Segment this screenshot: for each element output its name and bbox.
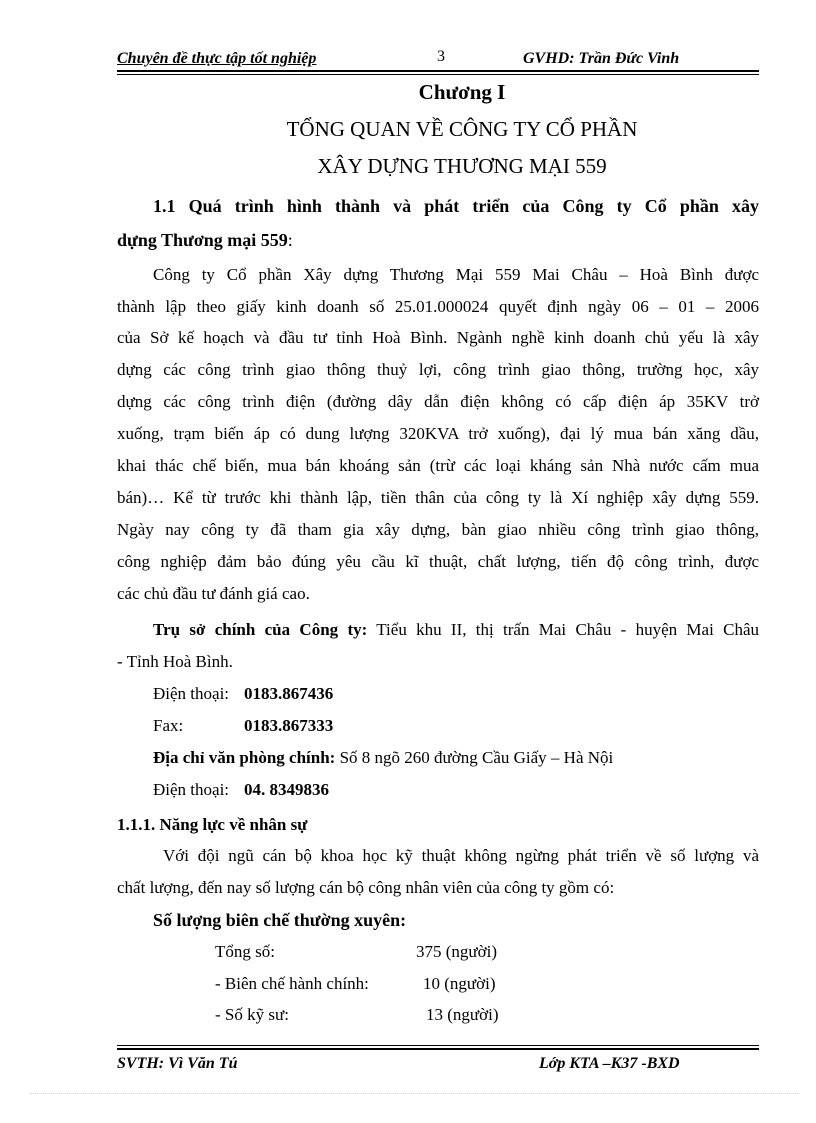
intro-line-2: thành lập theo giấy kinh doanh số 25.01.000024 quyết định ngày 06 – 01 – 2006 bbox=[117, 297, 759, 316]
main-office-line bbox=[153, 748, 613, 768]
head-office-line2: - Tỉnh Hoà Bình. bbox=[117, 652, 233, 671]
header-left: Chuyên đề thực tập tốt nghiệp bbox=[117, 50, 317, 67]
head-office-value: Tiểu khu II, thị trấn Mai Châu - huyện Mai Châu bbox=[367, 620, 759, 639]
section-1-1-heading-tail: : bbox=[287, 230, 293, 250]
footer-rule-thick bbox=[117, 1048, 759, 1050]
footer-left: SVTH: Vì Văn Tú bbox=[117, 1055, 238, 1072]
page-bottom-dotted-line bbox=[30, 1093, 800, 1094]
chapter-label: Chương I bbox=[418, 80, 506, 104]
section-1-1-1-heading: 1.1.1. Năng lực về nhân sự bbox=[117, 815, 308, 834]
staff-row-admin-value: 10 (người) bbox=[423, 974, 496, 993]
main-office-value: Số 8 ngõ 260 đường Cầu Giấy – Hà Nội bbox=[335, 748, 614, 767]
intro-line-7: khai thác chế biến, mua bán khoáng sản (trừ các loại kháng sản Nhà nước cấm mua bbox=[117, 456, 759, 475]
intro-line-9: Ngày nay công ty đã tham gia xây dựng, bàn giao nhiều công trình giao thông, bbox=[117, 520, 759, 539]
head-office-fax-value: 0183.867333 bbox=[244, 716, 334, 735]
staff-row-admin-label: - Biên chế hành chính: bbox=[215, 974, 369, 993]
head-office-line1 bbox=[153, 620, 759, 640]
hr-paragraph-line2: chất lượng, đến nay số lượng cán bộ công nhân viên của công ty gồm có: bbox=[117, 878, 615, 897]
intro-line-3: của Sở kế hoạch và đầu tư tỉnh Hoà Bình. Ngành nghề kinh doanh chủ yếu là xây bbox=[117, 328, 759, 347]
footer-right: Lớp KTA –K37 -BXD bbox=[539, 1055, 680, 1072]
section-1-1-heading-line2 bbox=[117, 230, 293, 251]
chapter-title-line2: XÂY DỰNG THƯƠNG MẠI 559 bbox=[317, 154, 607, 178]
hr-paragraph-line1: Với đội ngũ cán bộ khoa học kỹ thuật không ngừng phát triển về số lượng và bbox=[163, 846, 759, 865]
staff-row-total-label: Tổng số: bbox=[215, 942, 275, 961]
staff-row-engineers-label: - Số kỹ sư: bbox=[215, 1005, 289, 1024]
staff-heading: Số lượng biên chế thường xuyên: bbox=[153, 910, 407, 930]
intro-line-11: các chủ đầu tư đánh giá cao. bbox=[117, 584, 310, 603]
intro-line-8: bán)… Kể từ trước khi thành lập, tiền thân của công ty là Xí nghiệp xây dựng 559. bbox=[117, 488, 759, 507]
page-number: 3 bbox=[437, 48, 445, 65]
staff-row-total-value: 375 (người) bbox=[416, 942, 497, 961]
main-office-phone-value: 04. 8349836 bbox=[244, 780, 329, 799]
intro-line-1: Công ty Cổ phần Xây dựng Thương Mại 559 Mai Châu – Hoà Bình được bbox=[153, 265, 759, 284]
section-1-1-heading-bold: dựng Thương mại 559 bbox=[117, 230, 288, 250]
head-office-phone-value: 0183.867436 bbox=[244, 684, 334, 703]
intro-line-4: dựng các công trình giao thông thuỷ lợi, công trình giao thông, trường học, xây bbox=[117, 360, 759, 379]
intro-line-10: công nghiệp đảm bảo đúng yêu cầu kĩ thuật, chất lượng, tiến độ công trình, được bbox=[117, 552, 759, 571]
header-right: GVHD: Trần Đức Vinh bbox=[523, 50, 680, 67]
main-office-label: Địa chỉ văn phòng chính: bbox=[153, 748, 336, 767]
chapter-title-line1: TỔNG QUAN VỀ CÔNG TY CỔ PHẦN bbox=[286, 117, 638, 141]
main-office-phone-label: Điện thoại: bbox=[153, 780, 230, 799]
head-office-phone-label: Điện thoại: bbox=[153, 684, 230, 703]
header-rule-thick bbox=[117, 70, 759, 72]
header-rule-thin bbox=[117, 74, 759, 75]
head-office-label: Trụ sở chính của Công ty: bbox=[153, 620, 368, 639]
section-1-1-heading-line1: 1.1 Quá trình hình thành và phát triển của Công ty Cổ phần xây bbox=[153, 196, 759, 216]
intro-line-5: dựng các công trình điện (đường dây dẫn điện không có cấp điện áp 35KV trở bbox=[117, 392, 759, 411]
head-office-fax-label: Fax: bbox=[153, 716, 184, 735]
intro-line-6: xuống, trạm biến áp có dung lượng 320KVA trở xuống), đại lý mua bán xăng dầu, bbox=[117, 424, 759, 443]
staff-row-engineers-value: 13 (người) bbox=[426, 1005, 499, 1024]
footer-rule-thin bbox=[117, 1045, 759, 1046]
